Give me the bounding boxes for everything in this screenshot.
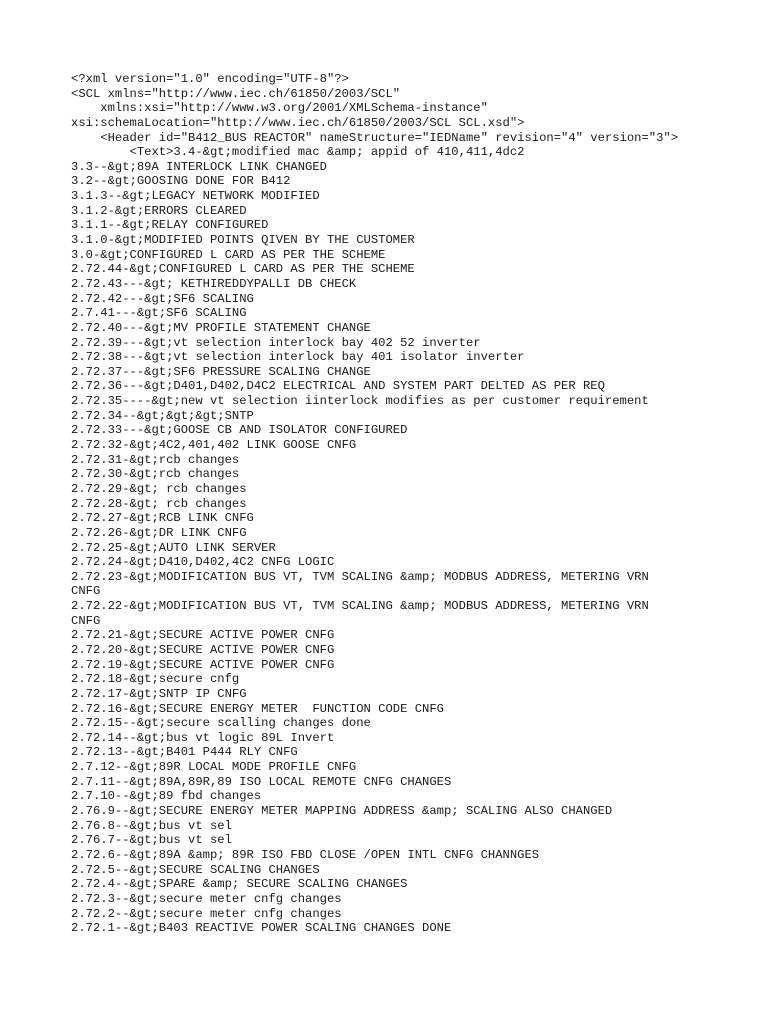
revision-line: 2.72.6--&gt;89A &amp; 89R ISO FBD CLOSE /OPEN INTL CNFG CHANNGES	[71, 847, 540, 862]
header-tag-line: <Header id="B412_BUS REACTOR" nameStructure="IEDName" revision="4" version="3">	[71, 130, 679, 145]
revision-line: 2.76.9--&gt;SECURE ENERGY METER MAPPING ADDRESS &amp; SCALING ALSO CHANGED	[71, 804, 613, 819]
revision-line: 2.72.32-&gt;4C2,401,402 LINK GOOSE CNFG	[71, 438, 357, 453]
revision-line: 3.1.1--&gt;RELAY CONFIGURED	[71, 218, 269, 233]
revision-line: 2.72.23-&gt;MODIFICATION BUS VT, TVM SCALING &amp; MODBUS ADDRESS, METERING VRN	[71, 569, 649, 584]
revision-line: 2.72.20-&gt;SECURE ACTIVE POWER CNFG	[71, 642, 335, 657]
scl-root-tag-line: <SCL xmlns="http://www.iec.ch/61850/2003/SCL"	[71, 86, 401, 101]
revision-line: 2.72.2--&gt;secure meter cnfg changes	[71, 906, 342, 921]
revision-line-wrap: CNFG	[71, 584, 101, 599]
revision-line: 2.72.4--&gt;SPARE &amp; SECURE SCALING CHANGES	[71, 877, 408, 892]
revision-line: 2.72.28-&gt; rcb changes	[71, 496, 247, 511]
revision-line: 2.76.7--&gt;bus vt sel	[71, 833, 232, 848]
revision-line: 3.2--&gt;GOOSING DONE FOR B412	[71, 174, 291, 189]
revision-line: 2.7.41---&gt;SF6 SCALING	[71, 306, 247, 321]
revision-line: 2.72.33---&gt;GOOSE CB AND ISOLATOR CONFIGURED	[71, 423, 408, 438]
revision-line: 2.72.19-&gt;SECURE ACTIVE POWER CNFG	[71, 657, 335, 672]
revision-line: 2.72.17-&gt;SNTP IP CNFG	[71, 686, 247, 701]
revision-line: 2.72.29-&gt; rcb changes	[71, 481, 247, 496]
revision-line: 2.72.42---&gt;SF6 SCALING	[71, 291, 254, 306]
revision-line: 3.0-&gt;CONFIGURED L CARD AS PER THE SCHEME	[71, 247, 386, 262]
revision-line: 3.1.2-&gt;ERRORS CLEARED	[71, 203, 247, 218]
revision-line: 2.72.27-&gt;RCB LINK CNFG	[71, 511, 254, 526]
revision-line: 2.7.11--&gt;89A,89R,89 ISO LOCAL REMOTE CNFG CHANGES	[71, 774, 452, 789]
revision-line: 2.72.35----&gt;new vt selection iinterlock modifies as per customer requirement	[71, 394, 649, 409]
revision-line: 2.72.5--&gt;SECURE SCALING CHANGES	[71, 862, 320, 877]
revision-line: 2.7.10--&gt;89 fbd changes	[71, 789, 262, 804]
revision-line: 3.1.0-&gt;MODIFIED POINTS QIVEN BY THE CUSTOMER	[71, 233, 415, 248]
revision-line: 2.72.40---&gt;MV PROFILE STATEMENT CHANGE	[71, 320, 371, 335]
revision-line: 2.72.26-&gt;DR LINK CNFG	[71, 525, 247, 540]
revision-line: 2.72.24-&gt;D410,D402,4C2 CNFG LOGIC	[71, 555, 335, 570]
revision-line: 2.76.8--&gt;bus vt sel	[71, 818, 232, 833]
schema-location-line: xsi:schemaLocation="http://www.iec.ch/61850/2003/SCL SCL.xsd">	[71, 115, 525, 130]
revision-line: 3.1.3--&gt;LEGACY NETWORK MODIFIED	[71, 189, 320, 204]
revision-line: 3.3--&gt;89A INTERLOCK LINK CHANGED	[71, 159, 327, 174]
revision-line: 2.72.43---&gt; KETHIREDDYPALLI DB CHECK	[71, 276, 357, 291]
revision-line: 2.72.36---&gt;D401,D402,D4C2 ELECTRICAL AND SYSTEM PART DELTED AS PER REQ	[71, 379, 605, 394]
revision-line: 2.72.30-&gt;rcb changes	[71, 467, 240, 482]
revision-line: 2.72.22-&gt;MODIFICATION BUS VT, TVM SCALING &amp; MODBUS ADDRESS, METERING VRN	[71, 599, 649, 614]
revision-line: 2.72.38---&gt;vt selection interlock bay 401 isolator inverter	[71, 350, 525, 365]
revision-line: 2.72.37---&gt;SF6 PRESSURE SCALING CHANGE	[71, 364, 371, 379]
text-tag-line: <Text>3.4-&gt;modified mac &amp; appid of 410,411,4dc2	[71, 145, 525, 160]
revision-line: 2.72.44-&gt;CONFIGURED L CARD AS PER THE SCHEME	[71, 262, 415, 277]
revision-line: 2.72.31-&gt;rcb changes	[71, 452, 240, 467]
revision-line: 2.72.16-&gt;SECURE ENERGY METER FUNCTION CODE CNFG	[71, 701, 444, 716]
revision-line: 2.72.3--&gt;secure meter cnfg changes	[71, 891, 342, 906]
revision-line: 2.72.14--&gt;bus vt logic 89L Invert	[71, 730, 335, 745]
revision-line: 2.72.1--&gt;B403 REACTIVE POWER SCALING CHANGES DONE	[71, 921, 452, 936]
revision-line: 2.72.21-&gt;SECURE ACTIVE POWER CNFG	[71, 628, 335, 643]
revision-line: 2.72.18-&gt;secure cnfg	[71, 672, 240, 687]
revision-line: 2.72.34--&gt;&gt;&gt;SNTP	[71, 408, 254, 423]
revision-line-wrap: CNFG	[71, 613, 101, 628]
xml-document-text	[71, 72, 731, 936]
revision-line: 2.72.39---&gt;vt selection interlock bay 402 52 inverter	[71, 335, 481, 350]
xml-declaration-line: <?xml version="1.0" encoding="UTF-8"?>	[71, 72, 349, 86]
revision-line: 2.7.12--&gt;89R LOCAL MODE PROFILE CNFG	[71, 760, 357, 775]
revision-line: 2.72.15--&gt;secure scalling changes done	[71, 716, 371, 731]
revision-line: 2.72.25-&gt;AUTO LINK SERVER	[71, 540, 276, 555]
revision-line: 2.72.13--&gt;B401 P444 RLY CNFG	[71, 745, 298, 760]
xmlns-xsi-line: xmlns:xsi="http://www.w3.org/2001/XMLSchema-instance"	[71, 101, 488, 116]
